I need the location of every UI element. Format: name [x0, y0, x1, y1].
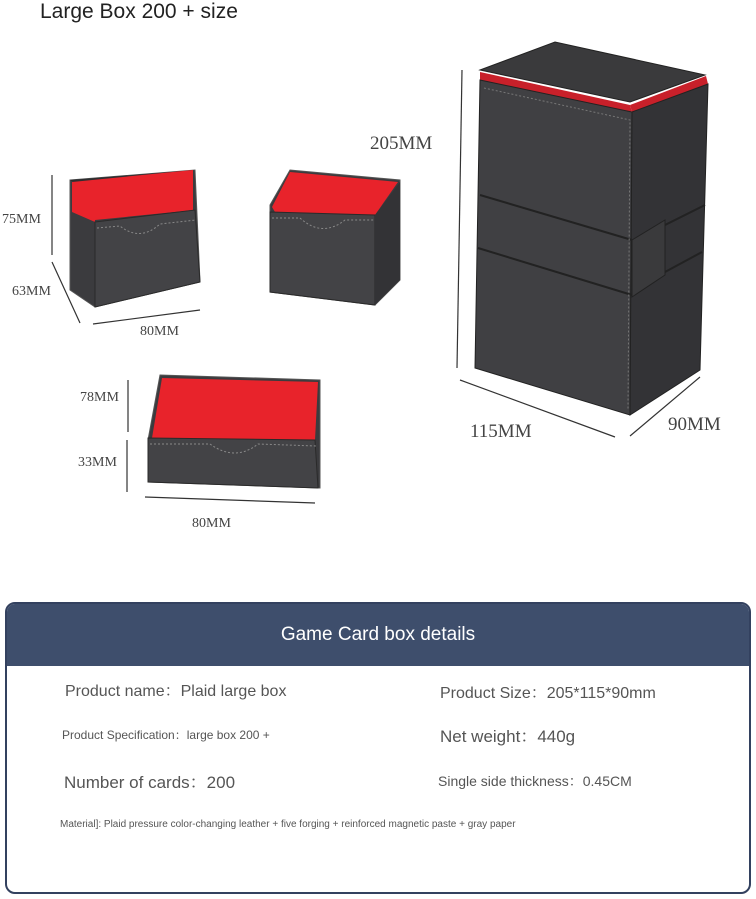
dim-small-box-height: 75MM — [2, 212, 41, 227]
number-of-cards: Number of cards：200 — [64, 773, 236, 792]
net-weight: Net weight：440g — [440, 727, 576, 746]
details-card — [5, 602, 751, 894]
page-title: Large Box 200 + size — [40, 0, 238, 23]
product-name: Product name：Plaid large box — [65, 683, 287, 700]
dim-lid-height-inner: 33MM — [78, 455, 117, 470]
dim-large-box-depth: 90MM — [668, 414, 721, 435]
dim-lid-width: 80MM — [192, 516, 231, 531]
dim-small-box-width: 80MM — [140, 324, 179, 339]
dim-large-box-height: 205MM — [370, 133, 433, 154]
dim-small-box-depth: 63MM — [12, 284, 51, 299]
details-heading: Game Card box details — [7, 604, 749, 666]
large-box — [475, 42, 708, 415]
single-side-thickness: Single side thickness：0.45CM — [438, 773, 632, 789]
product-size: Product Size：205*115*90mm — [440, 685, 656, 702]
small-box-right — [270, 170, 400, 305]
material: Material]: Plaid pressure color-changing leather + five forging + reinforced magnetic paste + gray paper — [60, 819, 516, 830]
lid-tray — [148, 375, 320, 488]
product-specification: Product Specification：large box 200 + — [62, 728, 270, 742]
dim-lid-height-outer: 78MM — [80, 390, 119, 405]
dim-large-box-width: 115MM — [470, 421, 532, 442]
small-box-left — [70, 170, 200, 307]
